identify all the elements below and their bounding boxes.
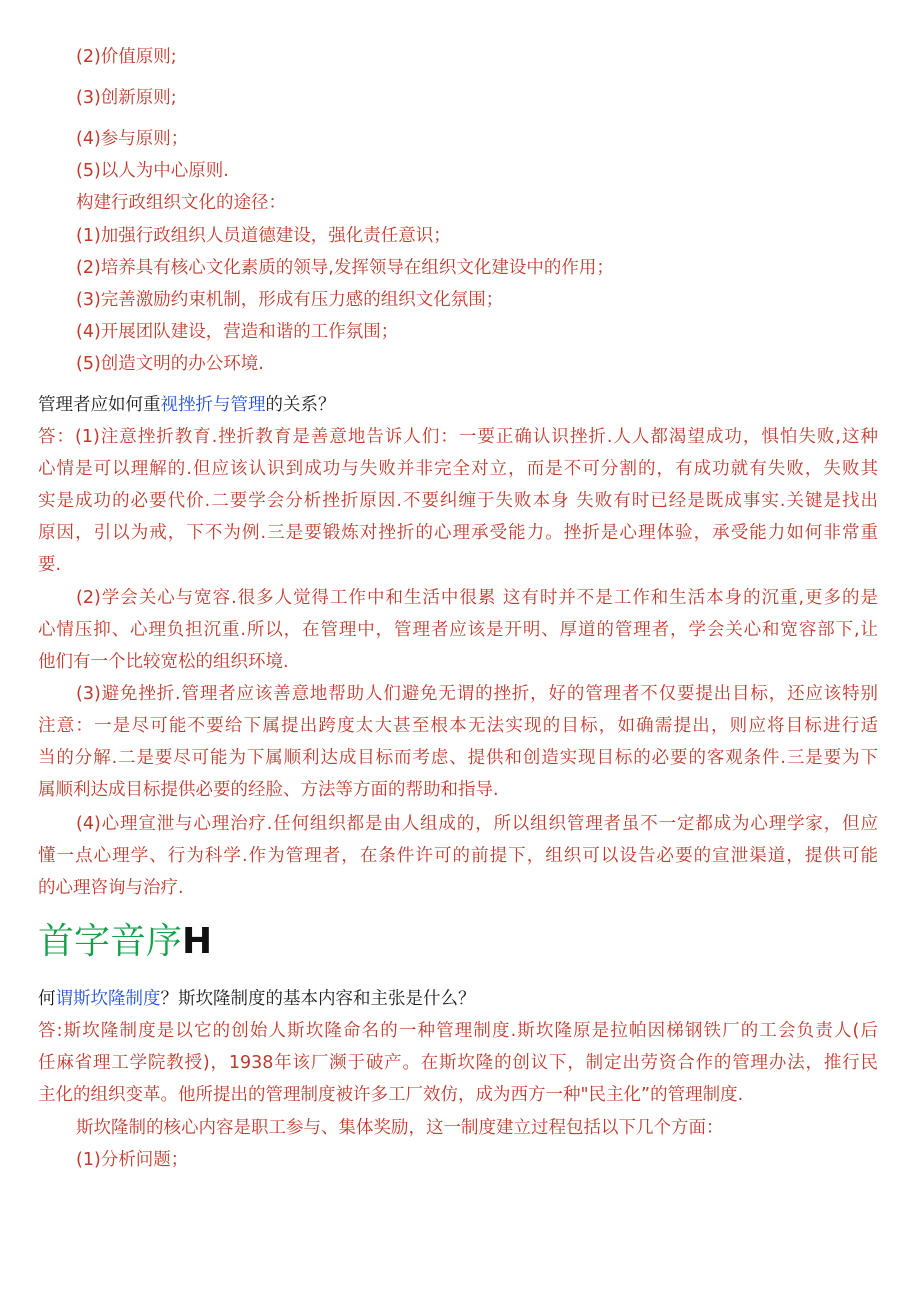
culture-item: (3)完善激励约束机制，形成有压力感的组织文化氛围；: [76, 290, 504, 310]
answer-line: 心情是可以理解的.但应该认识到成功与失败并非完全对立，而是不可分割的，有成功就有失败，失败其: [38, 459, 878, 479]
answer-line: 注意：一是尽可能不要给下属提出跨度太大甚至根本无法实现的目标，如确需提出，则应将目标进行适: [38, 716, 878, 736]
answer-line: 实是成功的必要代价.二要学会分析挫折原因.不要纠缠于失败本身 失败有时已经是既成事实.关键是找出: [38, 491, 878, 511]
answer-line: 任麻省理工学院教授)，1938年该厂濒于破产。在斯坎隆的创议下，制定出劳资合作的管理办法，推行民: [38, 1053, 878, 1073]
answer-line: 懂一点心理学、行为科学.作为管理者，在条件许可的前提下，组织可以设告必要的宣泄渠道，提供可能: [38, 846, 878, 866]
answer-line: (4)心理宣泄与心理治疗.任何组织都是由人组成的，所以组织管理者虽不一定都成为心理学家，但应: [76, 814, 878, 834]
answer-line: (1)分析问题；: [76, 1150, 189, 1170]
question-heading: [38, 393, 336, 417]
answer-line: (2)学会关心与宽容.很多人觉得工作中和生活中很累 这有时并不是工作和生活本身的沉重,更多的是: [76, 588, 878, 608]
section-heading: [38, 918, 212, 966]
question-suffix: ？斯坎隆制度的基本内容和主张是什么？: [160, 989, 476, 1009]
principle-item: (4)参与原则；: [76, 129, 189, 149]
section-letter: H: [182, 921, 213, 962]
answer-line: 答：(1)注意挫折教育.挫折教育是善意地告诉人们：一要正确认识挫折.人人都渴望成功，惧怕失败,这种: [38, 427, 878, 447]
answer-line: 心情压抑、心理负担沉重.所以，在管理中，管理者应该是开明、厚道的管理者，学会关心和宽容部下,让: [38, 620, 878, 640]
question-prefix: 何: [38, 989, 56, 1009]
question-heading: [38, 987, 476, 1011]
culture-item: (4)开展团队建设，营造和谐的工作氛围；: [76, 322, 399, 342]
answer-line: 答:斯坎隆制度是以它的创始人斯坎隆命名的一种管理制度.斯坎隆原是拉帕因梯钢铁厂的工会负责人(后: [38, 1021, 878, 1041]
question-prefix: 管理者应如何重: [38, 395, 161, 415]
answer-line: 当的分解.二是要尽可能为下属顺利达成目标而考虑、提供和创造实现目标的必要的客观条件.三是要为下: [38, 748, 878, 768]
answer-line: 他们有一个比较宽松的组织环境.: [38, 652, 289, 672]
culture-item: (2)培养具有核心文化素质的领导,发挥领导在组织文化建设中的作用；: [76, 258, 614, 278]
culture-intro: 构建行政组织文化的途径：: [76, 193, 286, 213]
culture-item: (1)加强行政组织人员道德建设，强化责任意识；: [76, 226, 451, 246]
answer-line: 原因，引以为戒，下不为例.三是要锻炼对挫折的心理承受能力。挫折是心理体验，承受能力如何非常重: [38, 523, 878, 543]
section-title: 首字音序: [38, 921, 183, 962]
answer-line: 主化的组织变革。他所提出的管理制度被许多工厂效仿，成为西方一种"民主化”的管理制度.: [38, 1085, 744, 1105]
answer-line: 斯坎隆制的核心内容是职工参与、集体奖励，这一制度建立过程包括以下几个方面：: [76, 1118, 724, 1138]
principle-item: (3)创新原则;: [76, 88, 177, 108]
question-link[interactable]: 谓斯坎隆制度: [55, 989, 161, 1009]
principle-item: (2)价值原则;: [76, 47, 177, 67]
answer-line: 要.: [38, 555, 62, 575]
principle-item: (5)以人为中心原则.: [76, 161, 229, 181]
question-link[interactable]: 视挫折与管理: [160, 395, 266, 415]
culture-item: (5)创造文明的办公环境.: [76, 354, 264, 374]
question-suffix: 的关系？: [265, 395, 336, 415]
answer-line: 的心理咨询与治疗.: [38, 878, 184, 898]
answer-line: (3)避免挫折.管理者应该善意地帮助人们避免无谓的挫折，好的管理者不仅要提出目标，还应该特别: [76, 684, 878, 704]
answer-line: 属顺利达成目标提供必要的经脸、方法等方面的帮助和指导.: [38, 780, 499, 800]
